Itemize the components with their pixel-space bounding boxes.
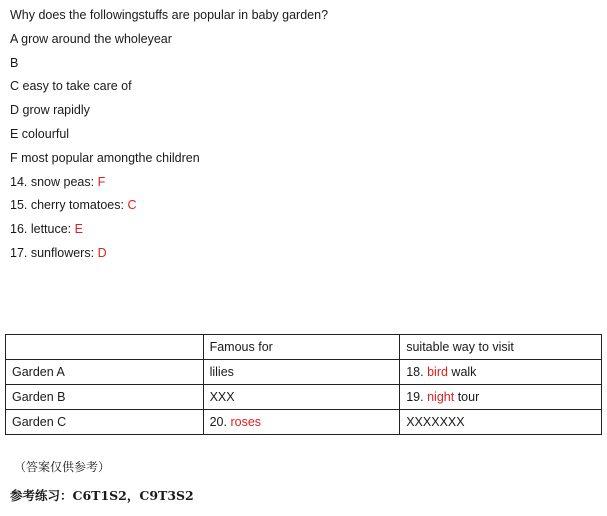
answer-value: F — [97, 174, 106, 189]
table-row — [6, 410, 602, 435]
option-e: E colourful — [10, 126, 70, 141]
cell-text: 20. — [209, 415, 227, 429]
famous-for-cell — [203, 385, 400, 410]
answer-17 — [10, 242, 328, 266]
answer-15 — [10, 194, 328, 218]
option-d: D grow rapidly — [10, 103, 90, 118]
garden-name: Garden B — [6, 385, 204, 410]
answer-16 — [10, 218, 328, 242]
question-block — [10, 4, 328, 266]
answer-value: night — [427, 390, 455, 404]
reference-practice: 参考练习：C6T1S2，C9T3S2 — [10, 488, 194, 503]
table-header-cell: Famous for — [203, 335, 400, 360]
option-a: A grow around the wholeyear — [10, 31, 172, 46]
answer-value: bird — [427, 365, 448, 379]
table-header-row — [6, 335, 602, 360]
cell-text: XXXXXXX — [406, 415, 465, 429]
cell-text: 18. — [406, 365, 424, 379]
answer-label: 15. cherry tomatoes: — [10, 198, 124, 213]
answer-value: C — [127, 198, 137, 213]
question-text: Why does the followingstuffs are popular in baby garden? — [10, 8, 329, 22]
answer-label: 14. snow peas: — [10, 174, 95, 189]
option-b: B — [10, 55, 19, 70]
answer-value: roses — [230, 415, 262, 429]
garden-name: Garden C — [6, 410, 204, 435]
famous-for-cell — [203, 410, 400, 435]
garden-name: Garden A — [6, 360, 204, 385]
cell-text: 19. — [406, 390, 424, 404]
cell-text: XXX — [209, 390, 235, 404]
answer-label: 17. sunflowers: — [10, 245, 95, 260]
answer-label: 16. lettuce: — [10, 222, 72, 237]
cell-text: lilies — [209, 365, 234, 379]
option-c: C easy to take care of — [10, 79, 132, 94]
answer-value: D — [97, 245, 107, 260]
answer-value: E — [74, 222, 83, 237]
table-row — [6, 385, 602, 410]
visit-cell — [400, 410, 602, 435]
option-f: F most popular amongthe children — [10, 150, 200, 165]
visit-cell — [400, 385, 602, 410]
visit-cell — [400, 360, 602, 385]
table-header-cell: suitable way to visit — [400, 335, 602, 360]
famous-for-cell — [203, 360, 400, 385]
garden-table — [5, 334, 602, 435]
answer-14 — [10, 171, 328, 195]
cell-text: tour — [457, 390, 480, 404]
cell-text: walk — [451, 365, 477, 379]
answer-note: （答案仅供参考） — [14, 460, 111, 474]
table-header-cell — [6, 335, 204, 360]
table-row — [6, 360, 602, 385]
